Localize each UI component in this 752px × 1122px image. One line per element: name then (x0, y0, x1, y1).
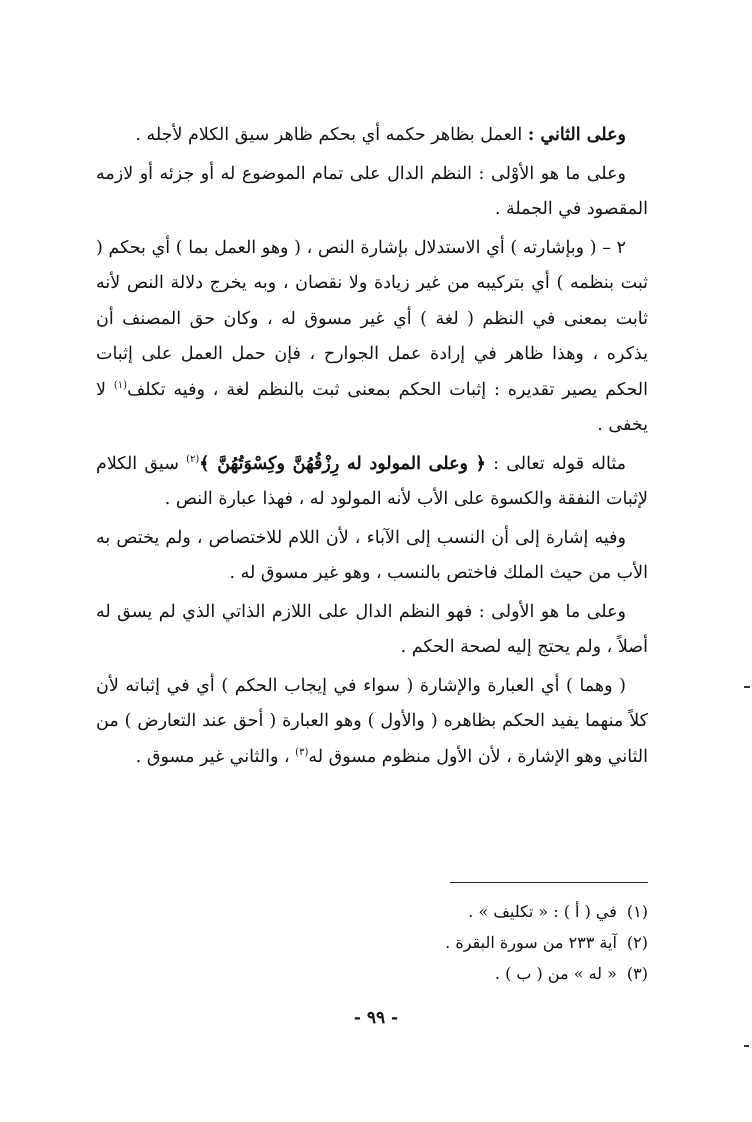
paragraph-2: وعلى ما هو الأوْلى : النظم الدال على تمام الموضوع له أو جزئه أو لازمه المقصود في الجملة . (96, 163, 648, 219)
footnote-ref-1: (١) (113, 379, 128, 391)
scan-edge-mark (744, 1045, 749, 1047)
footnote-text: في ( أ ) : « تكليف » . (468, 902, 617, 921)
footnote-item (168, 896, 648, 927)
footnote-number: (١) (626, 902, 648, 921)
paragraph-6: وعلى ما هو الأولى : فهو النظم الدال على اللازم الذاتي الذي لم يسق له أصلاً ، ولم يحتج إليه لصحة الحكم . (96, 601, 648, 657)
page-body (96, 118, 648, 775)
paragraph-text: العمل بظاهر حكمه أي بحكم ظاهر سيق الكلام لأجله . (135, 125, 528, 145)
footnote-text: « له » من ( ب ) . (494, 964, 617, 983)
paragraph-text: ( وهما ) أي العبارة والإشارة ( سواء في إيجاب الحكم ) أي في إثباته لأن كلاً منهما يفيد الحكم بظاهره ( والأول ) وهو العبارة ( أحق عند التعارض ) من الثاني وهو الإشارة ، لأن الأول منظوم مسوق له (96, 675, 648, 767)
footnotes (168, 896, 648, 989)
page-number: - ٩٩ - (353, 1008, 399, 1028)
paragraph-text: لا يخفى . (96, 379, 648, 435)
scan-edge-mark (744, 686, 750, 688)
paragraph-1 (96, 118, 648, 154)
paragraph-text: سيق الكلام لإثبات النفقة والكسوة على الأب لأنه المولود له ، فهذا عبارة النص . (96, 453, 648, 509)
paragraph-lead: وعلى الثاني : (527, 125, 626, 145)
footnote-number: (٢) (626, 933, 648, 952)
paragraph-4 (96, 447, 648, 518)
paragraph-text: مثاله قوله تعالى : (485, 453, 626, 474)
footnote-number: (٣) (626, 964, 648, 983)
paragraph-text: ، والثاني غير مسوق . (135, 746, 296, 767)
footnote-ref-3: (٣) (295, 746, 309, 758)
paragraph-7 (96, 669, 648, 776)
footnote-text: آية ٢٣٣ من سورة البقرة . (445, 933, 617, 952)
footnote-item (168, 958, 648, 989)
footnote-item (168, 927, 648, 958)
paragraph-text: ٢ – ( وبإشارته ) أي الاستدلال بإشارة النص ، ( وهو العمل بما ) أي بحكم ( ثبت بنظمه ) أي بتركيبه من غير زيادة ولا نقصان ، وبه يخرج دلالة النص لأنه ثابت بمعنى في النظم ( لغة ) أي غير مسوق له ، وكان حق المصنف أن يذكره ، وهذا ظاهر في إرادة عمل الجوارح ، فإن حمل العمل على إثبات الحكم يصير تقديره : إثبات الحكم بمعنى ثبت بالنظم لغة ، وفيه تكلف (96, 237, 648, 400)
footnote-ref-2: (٢) (186, 453, 200, 465)
footnote-separator (450, 882, 648, 883)
paragraph-5: وفيه إشارة إلى أن النسب إلى الآباء ، لأن اللام للاختصاص ، ولم يختص به الأب من حيث الملك فاختص بالنسب ، وهو غير مسوق له . (96, 527, 648, 583)
paragraph-3 (96, 231, 648, 444)
quran-verse: ﴿ وعلى المولود له رِزْقُهُنَّ وكِسْوَتُهُنَّ ﴾ (199, 453, 486, 474)
